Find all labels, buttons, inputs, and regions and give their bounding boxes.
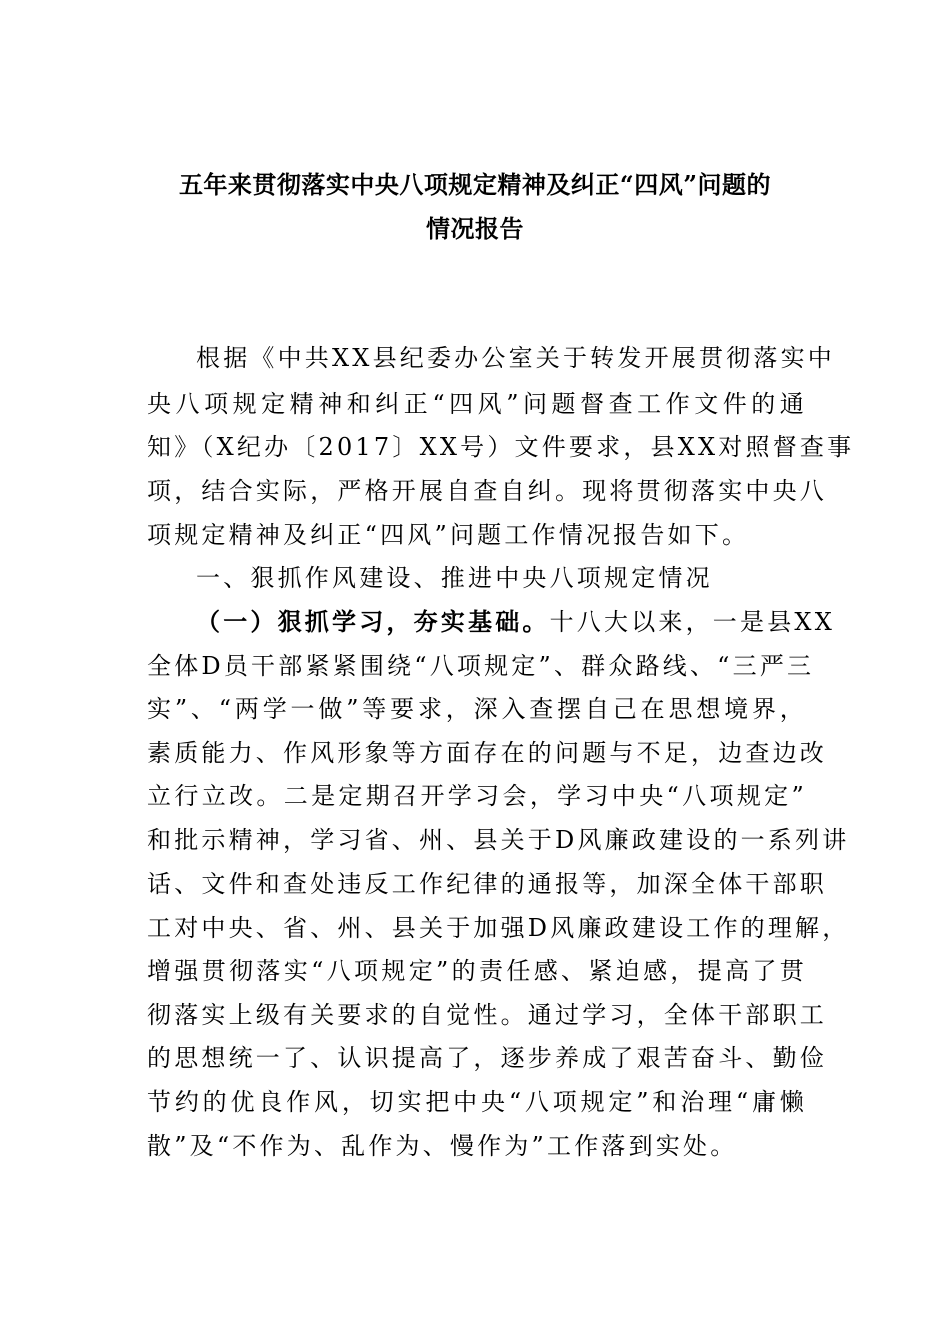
paragraph-line: 增强贯彻落实“八项规定”的责任感、紧迫感，提高了贯 bbox=[147, 957, 807, 985]
paragraph-line bbox=[196, 607, 835, 637]
paragraph-line: 央八项规定精神和纠正“四风”问题督查工作文件的通 bbox=[147, 390, 807, 418]
paragraph-line: 彻落实上级有关要求的自觉性。通过学习，全体干部职工 bbox=[147, 1001, 827, 1029]
paragraph-line: 项规定精神及纠正“四风”问题工作情况报告如下。 bbox=[147, 521, 750, 549]
paragraph-line: 话、文件和查处违反工作纪律的通报等，加深全体干部职 bbox=[147, 870, 827, 898]
paragraph-line: 根据《中共XX县纪委办公室关于转发开展贯彻落实中 bbox=[196, 344, 835, 372]
paragraph-line: 散”及“不作为、乱作为、慢作为”工作落到实处。 bbox=[147, 1132, 738, 1160]
paragraph-line: 和批示精神，学习省、州、县关于D风廉政建设的一系列讲 bbox=[147, 826, 850, 854]
subsection-heading: （一）狠抓学习，夯实基础。 bbox=[196, 607, 550, 636]
paragraph-line: 立行立改。二是定期召开学习会，学习中央“八项规定” bbox=[147, 782, 807, 810]
paragraph-line: 节约的优良作风，切实把中央“八项规定”和治理“庸懒 bbox=[147, 1088, 807, 1116]
paragraph-line: 项，结合实际，严格开展自查自纠。现将贯彻落实中央八 bbox=[147, 477, 827, 505]
paragraph-text: 十八大以来，一是县XX bbox=[549, 608, 835, 636]
paragraph-line: 全体D员干部紧紧围绕“八项规定”、群众路线、“三严三 bbox=[147, 652, 815, 680]
section-heading: 一、狠抓作风建设、推进中央八项规定情况 bbox=[196, 564, 713, 592]
paragraph-line: 素质能力、作风形象等方面存在的问题与不足，边查边改 bbox=[147, 739, 827, 767]
document-title-line-1: 五年来贯彻落实中央八项规定精神及纠正“四风”问题的 bbox=[178, 170, 772, 199]
paragraph-line: 工对中央、省、州、县关于加强D风廉政建设工作的理解， bbox=[147, 914, 850, 942]
paragraph-line: 的思想统一了、认识提高了，逐步养成了艰苦奋斗、勤俭 bbox=[147, 1044, 827, 1072]
paragraph-line: 知》（X纪办〔2017〕XX号）文件要求，县XX对照督查事 bbox=[147, 433, 855, 461]
document-title-line-2: 情况报告 bbox=[426, 214, 524, 243]
paragraph-line: 实”、“两学一做”等要求，深入查摆自己在思想境界， bbox=[147, 695, 807, 723]
